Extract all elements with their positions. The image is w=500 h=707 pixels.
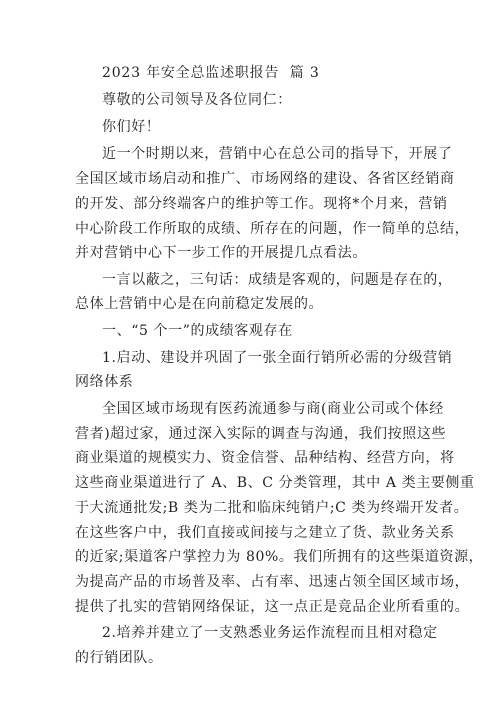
paragraph-line: 商业渠道的规模实力、资金信誉、品种结构、经营方向，将 (75, 450, 455, 466)
subsection-heading: 1.启动、建设并巩固了一张全面行销所必需的分级营销 (102, 350, 453, 366)
paragraph-line: 全国区域市场现有医药流通参与商(商业公司或个体经 (102, 401, 444, 417)
paragraph-line: 这些商业渠道进行了 A、B、C 分类管理，其中 A 类主要侧重 (75, 475, 475, 491)
paragraph-line: 并对营销中心下一步工作的开展提几点看法。 (75, 245, 367, 261)
paragraph-line: 一言以蔽之，三句话：成绩是客观的，问题是存在的， (102, 272, 453, 288)
paragraph-line: 在这些客户中，我们直接或间接与之建立了货、款业务关系 (75, 525, 455, 541)
paragraph-line: 为提高产品的市场普及率、占有率、迅速占领全国区域市场， (75, 574, 470, 590)
document-title: 2023 年安全总监述职报告 篇 3 (102, 65, 320, 81)
subsection-heading: 的行销团队。 (75, 650, 163, 666)
paragraph-line: 近一个时期以来，营销中心在总公司的指导下，开展了 (102, 146, 453, 162)
section-heading: 一、“5 个一”的成绩客观存在 (102, 323, 293, 339)
paragraph-line: 的近家;渠道客户掌控力为 80%。我们所拥有的这些渠道资源， (75, 549, 484, 565)
paragraph-line: 营者)超过家，通过深入实际的调查与沟通，我们按照这些 (75, 426, 447, 442)
subsection-heading: 网络体系 (75, 374, 134, 390)
paragraph-line: 的开发、部分终端客户的维护等工作。现将*个月来，营销 (75, 196, 448, 212)
subsection-heading: 2.培养并建立了一支熟悉业务运作流程而且相对稳定 (102, 625, 438, 641)
paragraph-line: 总体上营销中心是在向前稳定发展的。 (75, 296, 324, 312)
paragraph-line: 全国区域市场启动和推广、市场网络的建设、各省区经销商 (75, 171, 455, 187)
greeting: 你们好！ (102, 119, 161, 135)
paragraph-line: 中心阶段工作所取的成绩、所存在的问题，作一简单的总结， (75, 221, 470, 237)
paragraph-line: 于大流通批发;B 类为二批和临床纯销户;C 类为终端开发者。 (75, 500, 469, 516)
paragraph-line: 提供了扎实的营销网络保证，这一点正是竞品企业所看重的。 (75, 599, 470, 615)
salutation: 尊敬的公司领导及各位同仁： (102, 92, 292, 108)
